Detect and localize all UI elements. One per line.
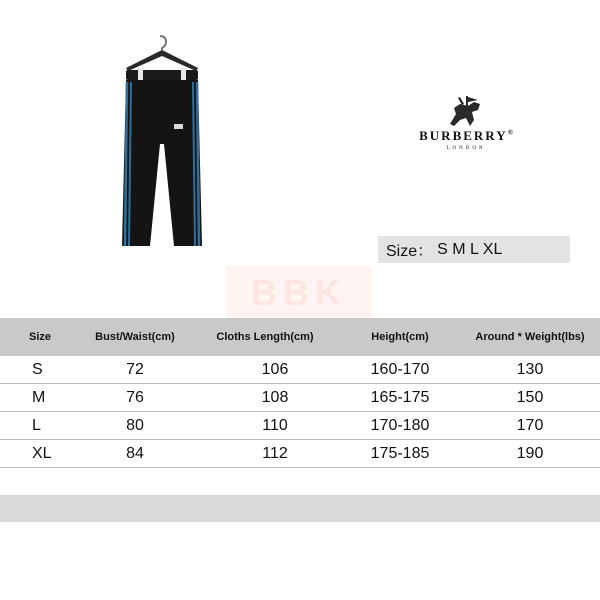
size-chart-table [0,318,600,468]
cell-bust-waist: 76 [126,388,144,406]
size-label: Size： [386,243,434,260]
cell-length: 112 [262,444,288,462]
header-bust-waist: Bust/Waist(cm) [95,330,175,343]
table-row [0,384,600,412]
track-pants-on-hanger-icon [112,34,212,250]
cell-size: XL [32,444,52,462]
cell-bust-waist: 72 [126,360,144,378]
cell-length: 110 [262,416,288,434]
cell-height: 165-175 [370,388,430,406]
registered-mark: ® [507,128,513,137]
table-row [0,440,600,468]
table-row [0,356,600,384]
header-length: Cloths Length(cm) [216,330,314,343]
brand-sub: LONDON [446,146,486,151]
cell-height: 170-180 [370,416,430,434]
brand-name: BURBERRY® [419,128,513,143]
cell-weight: 130 [516,360,544,378]
brand-logo [398,94,534,154]
cell-bust-waist: 84 [126,444,144,462]
cell-height: 160-170 [370,360,430,378]
header-size: Size [28,330,51,343]
header-weight: Around * Weight(lbs) [475,330,585,343]
cell-length: 106 [261,360,289,378]
cell-bust-waist: 80 [126,416,144,434]
cell-weight: 170 [516,416,544,434]
footer-bar [0,495,600,522]
cell-height: 175-185 [370,444,430,462]
cell-size: M [32,388,46,406]
product-image [112,34,212,250]
equestrian-knight-icon [444,94,488,128]
header-height: Height(cm) [371,330,429,343]
size-value: S M L XL [437,240,503,258]
table-row [0,412,600,440]
cell-weight: 190 [516,444,544,462]
size-availability [378,236,570,263]
table-header [0,318,600,356]
cell-size: S [32,360,43,378]
cell-length: 108 [261,388,289,406]
cell-weight: 150 [516,388,544,406]
watermark: BBK [226,266,372,320]
cell-size: L [32,416,41,434]
